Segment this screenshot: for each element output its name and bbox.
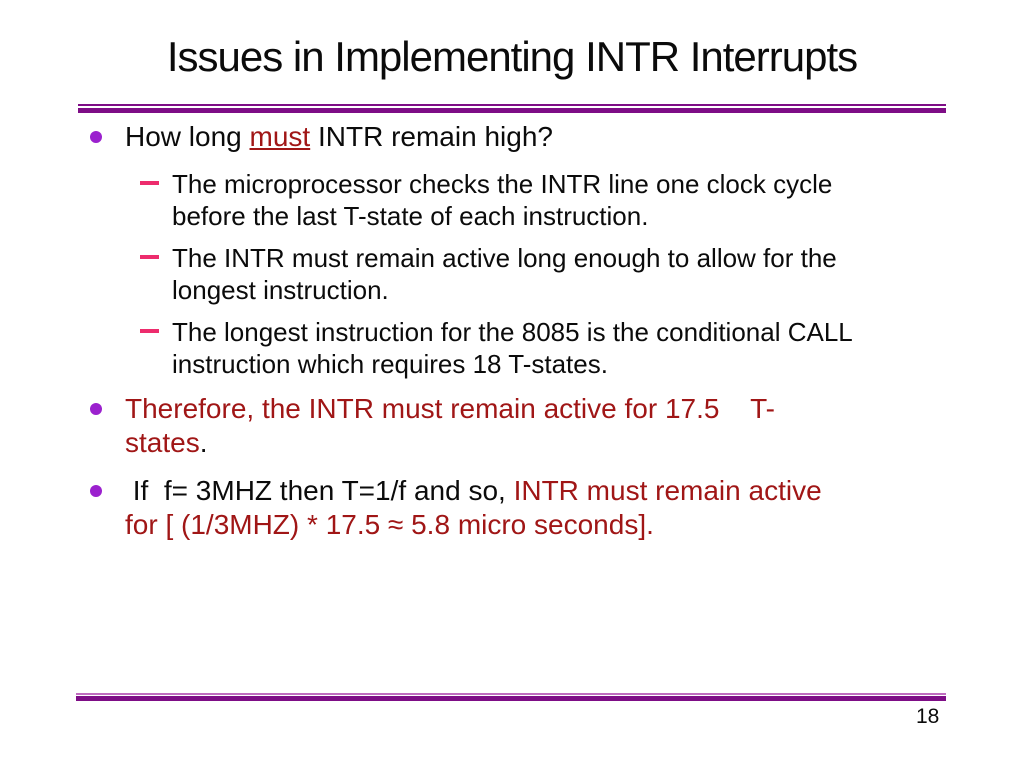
subbullet-longest-instruction	[0, 316, 1024, 380]
bullet-text-red: states	[125, 427, 200, 458]
subbullet-text-line: before the last T-state of each instruction.	[172, 201, 649, 231]
subbullet-text-line: The longest instruction for the 8085 is the conditional CALL	[172, 317, 853, 347]
bullet-text-line	[125, 392, 964, 426]
footer-divider-rule	[76, 693, 946, 701]
page-number: 18	[916, 705, 940, 728]
bullet-circle-icon	[90, 403, 102, 415]
subbullet-text-line: longest instruction.	[172, 275, 389, 305]
bullet-text: INTR remain high?	[310, 121, 553, 152]
bullet-text-line	[125, 426, 964, 460]
dash-bullet-icon	[140, 181, 159, 185]
title-divider-rule	[78, 104, 946, 113]
subbullet-intr-remain-active	[0, 242, 1024, 306]
bullet-text-red: Therefore, the INTR must remain active for 17.5 T-	[125, 393, 775, 424]
bullet-frequency-calculation	[0, 474, 1024, 542]
dash-bullet-icon	[140, 255, 159, 259]
subbullet-microprocessor-checks	[0, 168, 1024, 232]
bullet-circle-icon	[90, 485, 102, 497]
divider-thick-line	[78, 108, 946, 113]
bullet-circle-icon	[90, 131, 102, 143]
subbullet-text-line: instruction which requires 18 T-states.	[172, 349, 608, 379]
subbullet-text-line: The INTR must remain active long enough to allow for the	[172, 243, 837, 273]
bullet-text-red: for [ (1/3MHZ) * 17.5 ≈ 5.8 micro seconds].	[125, 509, 654, 540]
slide-body	[0, 120, 1024, 556]
bullet-text: If f= 3MHZ then T=1/f and so,	[125, 475, 514, 506]
bullet-text-emphasized: must	[249, 121, 311, 152]
bullet-text-red: INTR must remain active	[513, 475, 822, 506]
bullet-text-line	[125, 474, 964, 508]
bullet-text: How long	[125, 121, 250, 152]
bullet-text-line	[125, 120, 964, 154]
dash-bullet-icon	[140, 329, 159, 333]
slide-title: Issues in Implementing INTR Interrupts	[166, 33, 858, 80]
bullet-text-line	[125, 508, 964, 542]
bullet-text-period: .	[199, 427, 208, 458]
subbullet-text-line: The microprocessor checks the INTR line one clock cycle	[172, 169, 833, 199]
divider-thick-line	[76, 696, 946, 701]
bullet-therefore-17-5-tstates	[0, 392, 1024, 460]
bullet-how-long-must-intr	[0, 120, 1024, 154]
